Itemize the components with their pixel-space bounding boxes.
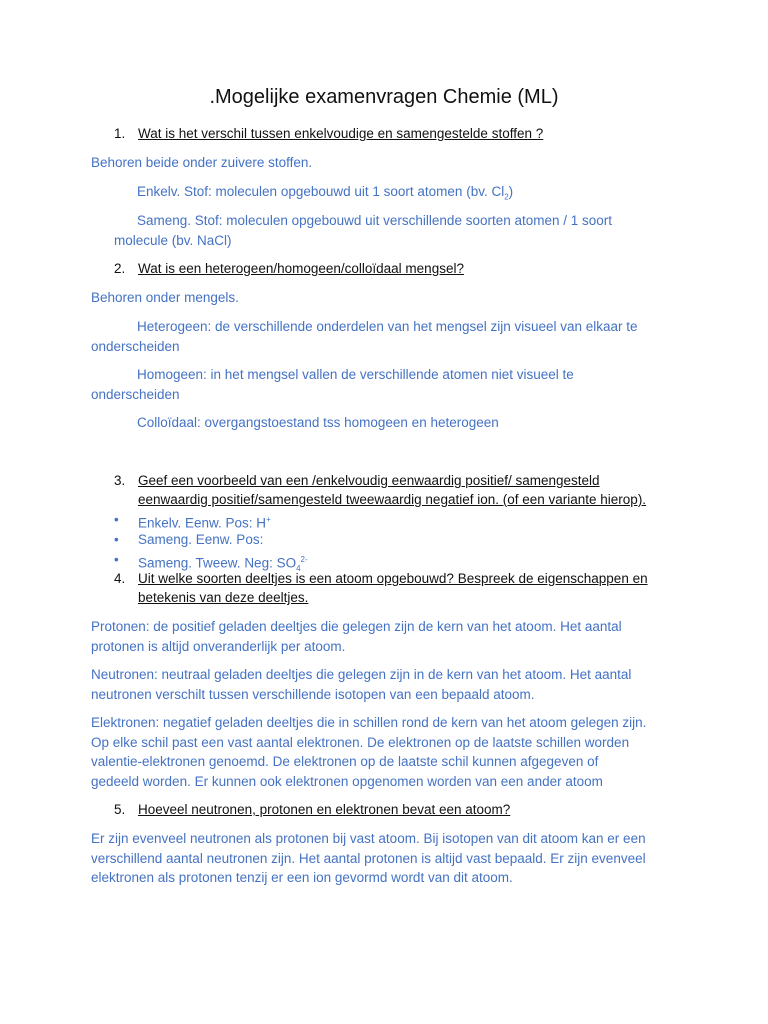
- question-text: Hoeveel neutronen, protonen en elektronen bevat een atoom?: [138, 802, 511, 817]
- question-number: 1.: [114, 126, 126, 141]
- question-number: 4.: [114, 571, 126, 586]
- answer-paragraph: Enkelv. Stof: moleculen opgebouwd uit 1 soort atomen (bv. $Cl_2$): [137, 184, 514, 202]
- answer-paragraph: Protonen: de positief geladen deeltjes die gelegen zijn de kern van het atoom. Het aantal protonen is altijd onveranderlijk per atoom.: [91, 619, 622, 654]
- question-2: [114, 259, 684, 278]
- answer-paragraph: Behoren beide onder zuivere stoffen.: [91, 155, 313, 170]
- list-item: • Enkelv. Eenw. Pos: H+: [114, 512, 271, 531]
- question-1: [114, 124, 684, 143]
- answer-paragraph: Behoren onder mengels.: [91, 290, 239, 305]
- question-text: Uit welke soorten deeltjes is een atoom opgebouwd? Bespreek de eigenschappen en betekenis van deze deeltjes.: [138, 571, 648, 605]
- list-item: • Sameng. Tweew. Neg: $SO_4^{2-}$: [114, 552, 308, 574]
- question-3: [114, 471, 684, 509]
- answer-paragraph: Heterogeen: de verschillende onderdelen van het mengsel zijn visueel van elkaar te onderscheiden: [91, 319, 638, 354]
- bullet-icon: •: [114, 532, 119, 547]
- answer-paragraph: Elektronen: negatief geladen deeltjes die in schillen rond de kern van het atoom gelegen zijn. Op elke schil past een vast aantal elektronen. De elektronen op de laatste schillen worden valentie-elektronen genoemd. De elektronen op de laatste schil kunnen afgegeven of gedeeld worden. Er kunnen ook elektronen opgenomen worden van een ander atoom: [91, 715, 647, 789]
- answer-paragraph: Homogeen: in het mengsel vallen de verschillende atomen niet visueel te onderscheiden: [91, 367, 574, 402]
- answer-paragraph: Colloïdaal: overgangstoestand tss homogeen en heterogeen: [137, 415, 499, 430]
- question-number: 3.: [114, 473, 126, 488]
- answer-paragraph: Neutronen: neutraal geladen deeltjes die gelegen zijn in de kern van het atoom. Het aantal neutronen verschilt tussen verschillende isotopen van een bepaald atoom.: [91, 667, 632, 702]
- question-number: 5.: [114, 802, 126, 817]
- question-5: [114, 800, 684, 819]
- question-4: [114, 569, 684, 607]
- answer-paragraph: Er zijn evenveel neutronen als protonen bij vast atoom. Bij isotopen van dit atoom kan er een verschillend aantal neutronen zijn. Het aantal protonen is altijd vast bepaald. Er zijn evenveel elektronen als protonen tenzij er een ion gevormd wordt van dit atoom.: [91, 831, 646, 885]
- question-text: Wat is een heterogeen/homogeen/colloïdaal mengsel?: [138, 261, 464, 276]
- bullet-icon: •: [114, 552, 119, 567]
- question-number: 2.: [114, 261, 126, 276]
- document-title: .Mogelijke examenvragen Chemie (ML): [209, 86, 559, 108]
- list-item: • Sameng. Eenw. Pos:: [114, 532, 264, 547]
- question-text: Geef een voorbeeld van een /enkelvoudig eenwaardig positief/ samengesteld eenwaardig positief/samengesteld tweewaardig negatief ion. (of een variante hierop).: [138, 473, 647, 507]
- bullet-icon: •: [114, 512, 119, 527]
- question-text: Wat is het verschil tussen enkelvoudige en samengestelde stoffen ?: [138, 126, 544, 141]
- answer-paragraph: Sameng. Stof: moleculen opgebouwd uit verschillende soorten atomen / 1 soort molecule (bv. NaCl): [114, 213, 613, 248]
